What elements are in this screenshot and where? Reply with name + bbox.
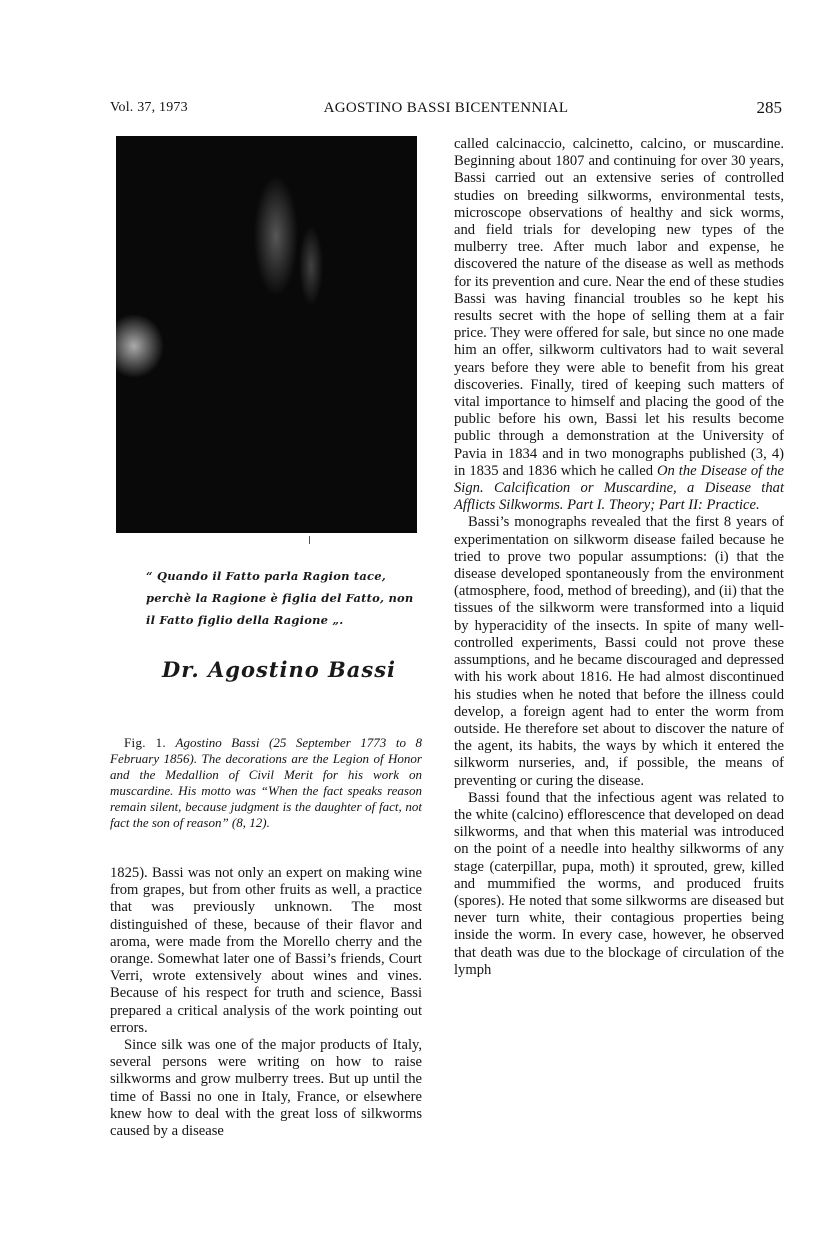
paragraph: Bassi’s monographs revealed that the first 8 years of experimentation on silkworm disease failed because he tried to prove two popular assumptions: (i) that the disease developed spontaneously from the environment (atmosphere, food, method of breeding), and (ii) that the tissues of the silkworm were transformed into a liquid by hyperacidity of the insects. In spite of many well-controlled experiments, Bassi could not prove these assumptions, and he became discouraged and depressed with his work about 1816. He had almost discontinued his studies when he noted that before the illness could develop, a foreign agent had to enter the worm from outside. He therefore set about to discover the nature of the agent, its habits, the ways by which it entered the silkworm nurseries, and, if possible, the means of preventing or curing the disease. bbox=[454, 514, 784, 789]
left-body bbox=[110, 865, 422, 1140]
photo-mark bbox=[309, 536, 310, 544]
signature: Dr. Agostino Bassi bbox=[162, 657, 397, 682]
running-header bbox=[110, 98, 782, 122]
motto-line: “ Quando il Fatto parla Ragion tace, bbox=[146, 569, 386, 583]
monograph-title: On the Disease of the Sign. Calcification or Muscardine, a Disease that Afflicts Silkworms. Part I. Theory; Part II: Practice. bbox=[454, 462, 784, 514]
figure-caption bbox=[110, 735, 422, 831]
running-title: AGOSTINO BASSI BICENTENNIAL bbox=[323, 100, 569, 116]
page-number: 285 bbox=[756, 98, 782, 117]
caption-text: Agostino Bassi (25 September 1773 to 8 February 1856). The decorations are the Legion of Honor and the Medallion of Civil Merit for his work on muscardine. His motto was “When the fact speaks reason remain silent, because judgment is the daughter of fact, not fact the son of reason” (8, 12). bbox=[110, 735, 422, 830]
motto-line: perchè la Ragione è figlia del Fatto, non bbox=[146, 591, 414, 605]
motto-line: il Fatto figlio della Ragione „. bbox=[146, 613, 344, 627]
motto-handwriting bbox=[146, 565, 418, 631]
paragraph: 1825). Bassi was not only an expert on making wine from grapes, but from other fruits as well, a practice that was previously unknown. The most distinguished of these, because of their flavor and aroma, were made from the Morello cherry and the orange. Somewhat later one of Bassi’s friends, Court Verri, wrote extensively about wines and vines. Because of his respect for truth and science, Bassi prepared a critical analysis of the work pointing out errors. bbox=[110, 865, 422, 1036]
portrait-photo bbox=[116, 136, 417, 533]
paragraph-text: called calcinaccio, calcinetto, calcino, or muscardine. Beginning about 1807 and continuing for over 30 years, Bassi carried out an extensive series of controlled studies on breeding silkworms, environmental tests, microscope observations of healthy and sick worms, and field trials for developing new types of the mulberry tree. After much labor and expense, he discovered the nature of the disease as well as methods for its prevention and cure. Near the end of these studies Bassi was having financial troubles so he kept his results secret with the hope of selling them at a fair price. They were offered for sale, but since no one made him an offer, silkworm cultivators had to wait several years before they were able to benefit from his great discoveries. Finally, tired of keeping such matters of vital importance to himself and placing the good of the public before his own, Bassi let his results become public through a demonstration at the University of Pavia in 1834 and in two monographs published (3, 4) in 1835 and 1836 which he called bbox=[454, 136, 784, 479]
paragraph: Bassi found that the infectious agent was related to the white (calcino) efflorescence that developed on dead silkworms, and that when this material was introduced on the point of a needle into healthy silkworms of any stage (caterpillar, pupa, moth) it sprouted, grew, killed and mummified the worms, and produced fruits (spores). He noted that some silkworms are diseased but never turn white, their contagious properties being inside the worm. In every case, however, he observed that death was due to the blockage of circulation of the lymph bbox=[454, 789, 784, 978]
right-column bbox=[454, 136, 784, 979]
paragraph bbox=[454, 136, 784, 514]
right-body bbox=[454, 136, 784, 979]
figure-label: Fig. 1. bbox=[124, 735, 166, 750]
left-column bbox=[110, 136, 422, 1140]
volume-label: Vol. 37, 1973 bbox=[110, 100, 188, 115]
paragraph: Since silk was one of the major products of Italy, several persons were writing on how to raise silkworms and grow mulberry trees. But up until the time of Bassi no one in Italy, France, or elsewhere knew how to deal with the great loss of silkworms caused by a disease bbox=[110, 1037, 422, 1140]
